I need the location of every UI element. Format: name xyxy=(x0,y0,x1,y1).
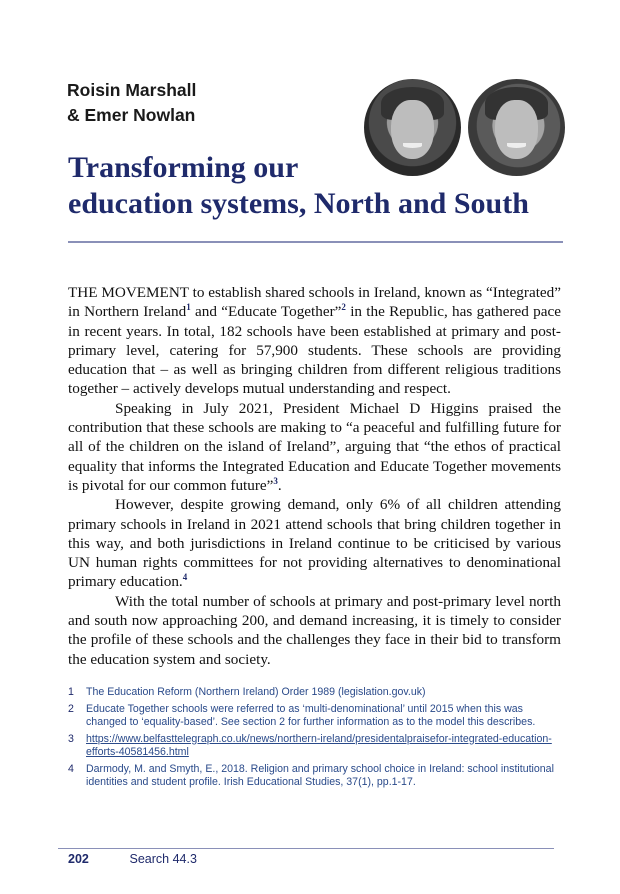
footnote-ref-1[interactable]: 1 xyxy=(186,302,191,313)
article-title xyxy=(68,150,568,222)
author-1: Roisin Marshall xyxy=(67,80,197,100)
footnote-3: 3 https://www.belfasttelegraph.co.uk/news/northern-ireland/presidentalpraisefor-integrated-education-efforts-40581456.html xyxy=(68,733,563,760)
page-number: 202 xyxy=(68,852,89,866)
footer-divider xyxy=(58,848,554,849)
title-line-2: education systems, North and South xyxy=(68,187,529,220)
authors xyxy=(67,78,196,128)
footnote-2: 2 Educate Together schools were referred to as ‘multi-denominational’ until 2015 when this was changed to ‘equality-based’. See section 2 for further information as to the model this describes. xyxy=(68,702,536,728)
footnote-1: 1 The Education Reform (Northern Ireland) Order 1989 (legislation.gov.uk) xyxy=(68,686,426,698)
page-footer xyxy=(68,852,197,866)
footnote-ref-2[interactable]: 2 xyxy=(341,302,346,313)
footnote-link[interactable]: https://www.belfasttelegraph.co.uk/news/northern-ireland/presidentalpraisefor-integrated-education-efforts-40581456.html xyxy=(86,732,552,758)
paragraph-3: However, despite growing demand, only 6% of all children attending primary schools in Ireland in 2021 attend schools that bring children together in this way, and both jurisdictions in Ireland continue to be criticised by various UN human rights committees for not providing alternatives to denominational primary education.$^4$ xyxy=(68,496,561,591)
paragraph-1: THE MOVEMENT to establish shared schools in Ireland, known as “Integrated” in Northern Ireland$^1$ and “Educate Together”$^2$ in the Republic, has gathered pace in recent years. In total, 182 schools have been established at primary and post-primary level, catering for 57,900 students. These schools are providing education that – as well as bringing children from different religious traditions together – actively develops mutual understanding and respect. xyxy=(68,284,561,398)
footnote-4: 4 Darmody, M. and Smyth, E., 2018. Religion and primary school choice in Ireland: school institutional identities and student profile. Irish Educational Studies, 37(1), pp.1-17. xyxy=(68,762,554,788)
author-2: & Emer Nowlan xyxy=(67,105,196,125)
article-body xyxy=(68,283,561,669)
title-divider xyxy=(68,241,563,243)
footnotes xyxy=(68,686,563,793)
title-line-1: Transforming our xyxy=(68,151,299,184)
footnote-ref-4[interactable]: 4 xyxy=(182,572,188,583)
paragraph-4: With the total number of schools at primary and post-primary level north and south now approaching 200, and demand increasing, it is timely to consider the profile of these schools and the challenges they face in their bid to transform the education system and society. xyxy=(68,592,561,668)
publication-name: Search 44.3 xyxy=(129,852,197,866)
footnote-ref-3[interactable]: 3 xyxy=(273,475,278,486)
paragraph-2: Speaking in July 2021, President Michael D Higgins praised the contribution that these schools are making to “a peaceful and fulfilling future for all of the children on the island of Ireland”, arguing that “the ethos of practical equality that informs the Integrated Education and Educate Together movements is pivotal for our common future”$^3$. xyxy=(68,399,561,494)
